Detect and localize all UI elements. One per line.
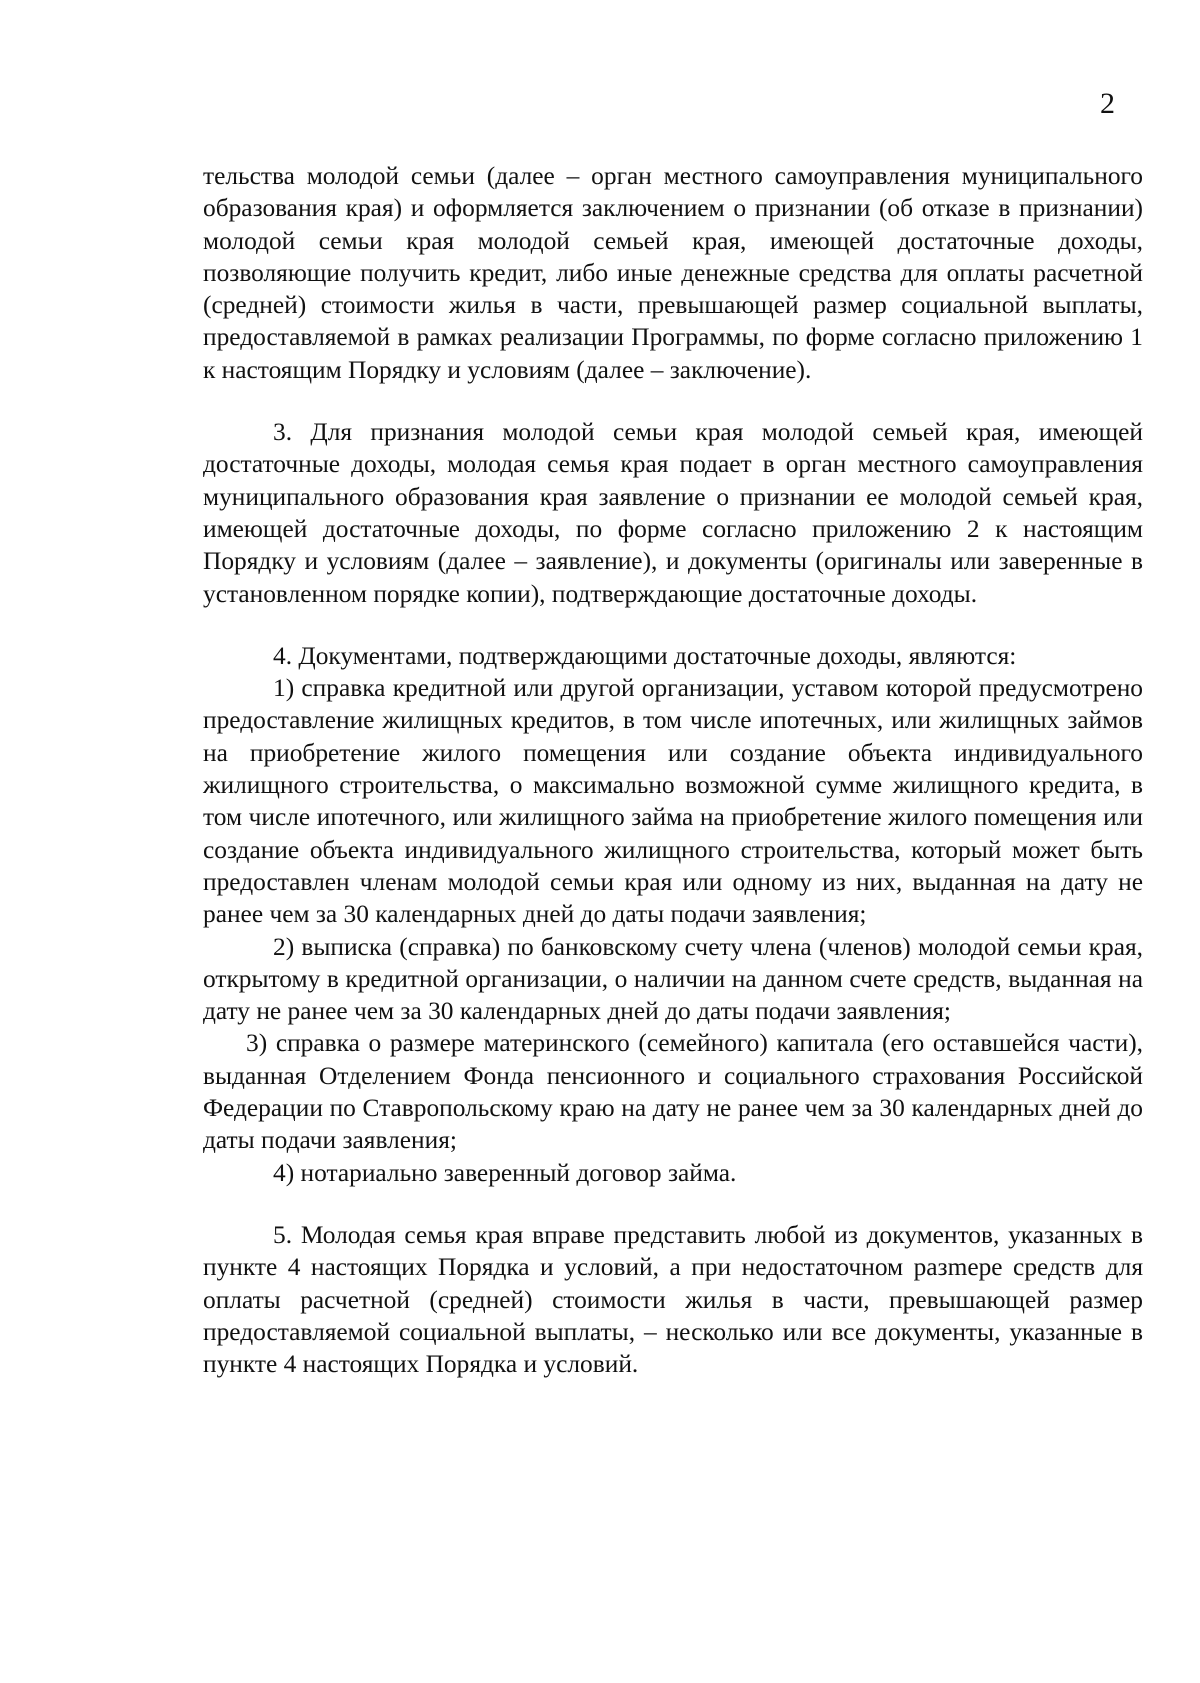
document-body — [203, 160, 1143, 1380]
paragraph-3: 3. Для признания молодой семьи края молодой семьей края, имеющей достаточные доходы, молодая семья края подает в орган местного самоуправления муниципального образования края заявление о признании ее молодой семьей края, имеющей достаточные доходы, по форме согласно приложению 2 к настоящим Порядку и условиям (далее – заявление), и документы (оригиналы или заверенные в установленном порядке копии), подтверждающие достаточные доходы. — [203, 418, 1143, 608]
paragraph-4-item-3: 3) справка о размере материнского (семейного) капитала (его оставшейся части), выданная Отделением Фонда пенсионного и социального страхования Российской Федерации по Ставропольскому краю на дату не ранее чем за 30 календарных дней до даты подачи заявления; — [203, 1029, 1143, 1155]
paragraph-4-item-1: 1) справка кредитной или другой организации, уставом которой предусмотрено предоставление жилищных кредитов, в том числе ипотечных, или жилищных займов на приобретение жилого помещения или создание объекта индивидуального жилищного строительства, о максимально возможной сумме жилищного кредита, в том числе ипотечного, или жилищного займа на приобретение жилого помещения или создание объекта индивидуального жилищного строительства, который может быть предоставлен членам молодой семьи края или одному из них, выданная на дату не ранее чем за 30 календарных дней до даты подачи заявления; — [203, 674, 1143, 929]
paragraph-4: 4. Документами, подтверждающими достаточные доходы, являются: — [273, 641, 1017, 670]
page-number: 2 — [1100, 87, 1115, 120]
paragraph-continuation: тельства молодой семьи (далее – орган местного самоуправления муниципального образования края) и оформляется заключением о признании (об отказе в признании) молодой семьи края молодой семьей края, имеющей достаточные доходы, позволяющие получить кредит, либо иные денежные средства для оплаты расчетной (средней) стоимости жилья в части, превышающей размер социальной выплаты, предоставляемой в рамках реализации Программы, по форме согласно приложению 1 к настоящим Порядку и условиям (далее – заключение). — [203, 162, 1143, 384]
paragraph-4-item-2: 2) выписка (справка) по банковскому счету члена (членов) молодой семьи края, открытому в кредитной организации, о наличии на данном счете средств, выданная на дату не ранее чем за 30 календарных дней до даты подачи заявления; — [203, 932, 1143, 1026]
paragraph-4-item-4: 4) нотариально заверенный договор займа. — [273, 1158, 737, 1187]
paragraph-5: 5. Молодая семья края вправе представить любой из документов, указанных в пункте 4 настоящих Порядка и условий, а при недостаточном разmере средств для оплаты расчетной (средней) стоимости жилья в части, превышающей размер предоставляемой социальной выплаты, – несколько или все документы, указанные в пункте 4 настоящих Порядка и условий. — [203, 1220, 1143, 1379]
